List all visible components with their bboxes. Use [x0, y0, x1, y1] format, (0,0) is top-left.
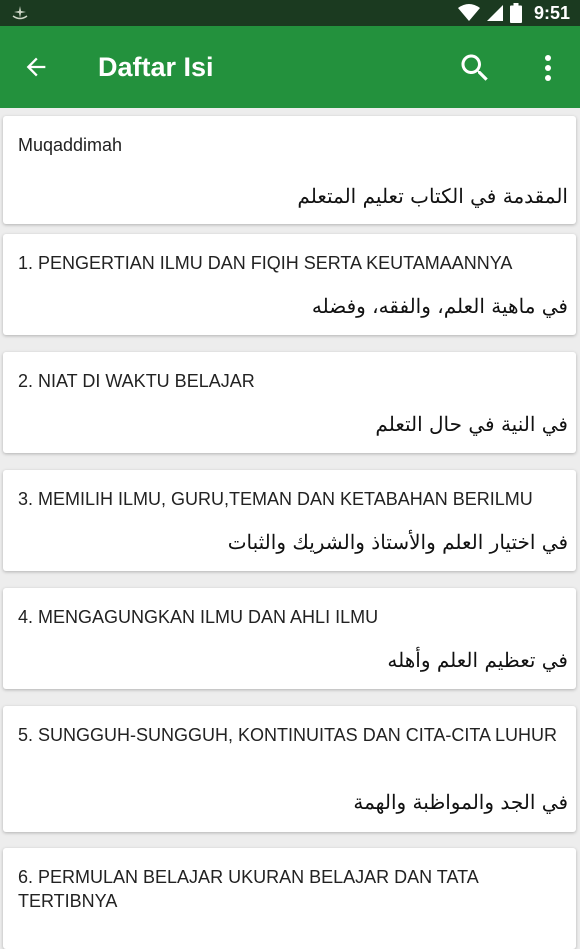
list-item[interactable]: [3, 470, 576, 571]
list-item-title: Muqaddimah: [18, 135, 123, 155]
wifi-icon: [458, 4, 480, 22]
list-item-arabic: في تعظيم العلم وأهله: [387, 648, 568, 672]
search-button[interactable]: [455, 48, 495, 88]
overflow-menu-button[interactable]: [532, 48, 564, 88]
battery-icon: [510, 3, 522, 23]
app-bar: [0, 26, 580, 108]
back-button[interactable]: [18, 49, 54, 85]
list-item[interactable]: [3, 588, 576, 689]
list-item-title: 6. PERMULAN BELAJAR UKURAN BELAJAR DAN TATA TERTIBNYA: [18, 867, 478, 911]
list-item-arabic: المقدمة في الكتاب تعليم المتعلم: [297, 184, 568, 208]
page-title: Daftar Isi: [98, 52, 214, 82]
list-item[interactable]: [3, 848, 576, 949]
list-item[interactable]: [3, 706, 576, 832]
list-item-arabic: في ماهية العلم، والفقه، وفضله: [311, 294, 568, 318]
more-vert-icon: [543, 53, 553, 83]
list-item[interactable]: [3, 234, 576, 335]
list-item-title: 5. SUNGGUH-SUNGGUH, KONTINUITAS DAN CITA-CITA LUHUR: [18, 725, 558, 745]
list-item-arabic: في اختيار العلم والأستاذ والشريك والثبات: [227, 530, 568, 554]
signal-icon: [486, 4, 504, 22]
notification-icon: [10, 3, 30, 23]
list-item-title: 4. MENGAGUNGKAN ILMU DAN AHLI ILMU: [18, 607, 379, 627]
list-item[interactable]: [3, 352, 576, 453]
table-of-contents-list[interactable]: [0, 108, 580, 911]
list-item-title: 3. MEMILIH ILMU, GURU,TEMAN DAN KETABAHAN BERILMU: [18, 489, 533, 509]
status-time: 9:51: [533, 2, 570, 23]
list-item-arabic: في الجد والمواظبة والهمة: [353, 790, 568, 814]
list-item[interactable]: [3, 116, 576, 224]
status-icons: [458, 0, 570, 26]
list-item-arabic: في النية في حال التعلم: [375, 412, 568, 436]
status-bar: [0, 0, 580, 26]
arrow-back-icon: [22, 53, 50, 81]
search-icon: [457, 50, 493, 86]
list-item-title: 2. NIAT DI WAKTU BELAJAR: [18, 371, 255, 391]
list-item-title: 1. PENGERTIAN ILMU DAN FIQIH SERTA KEUTAMAANNYA: [18, 253, 513, 273]
